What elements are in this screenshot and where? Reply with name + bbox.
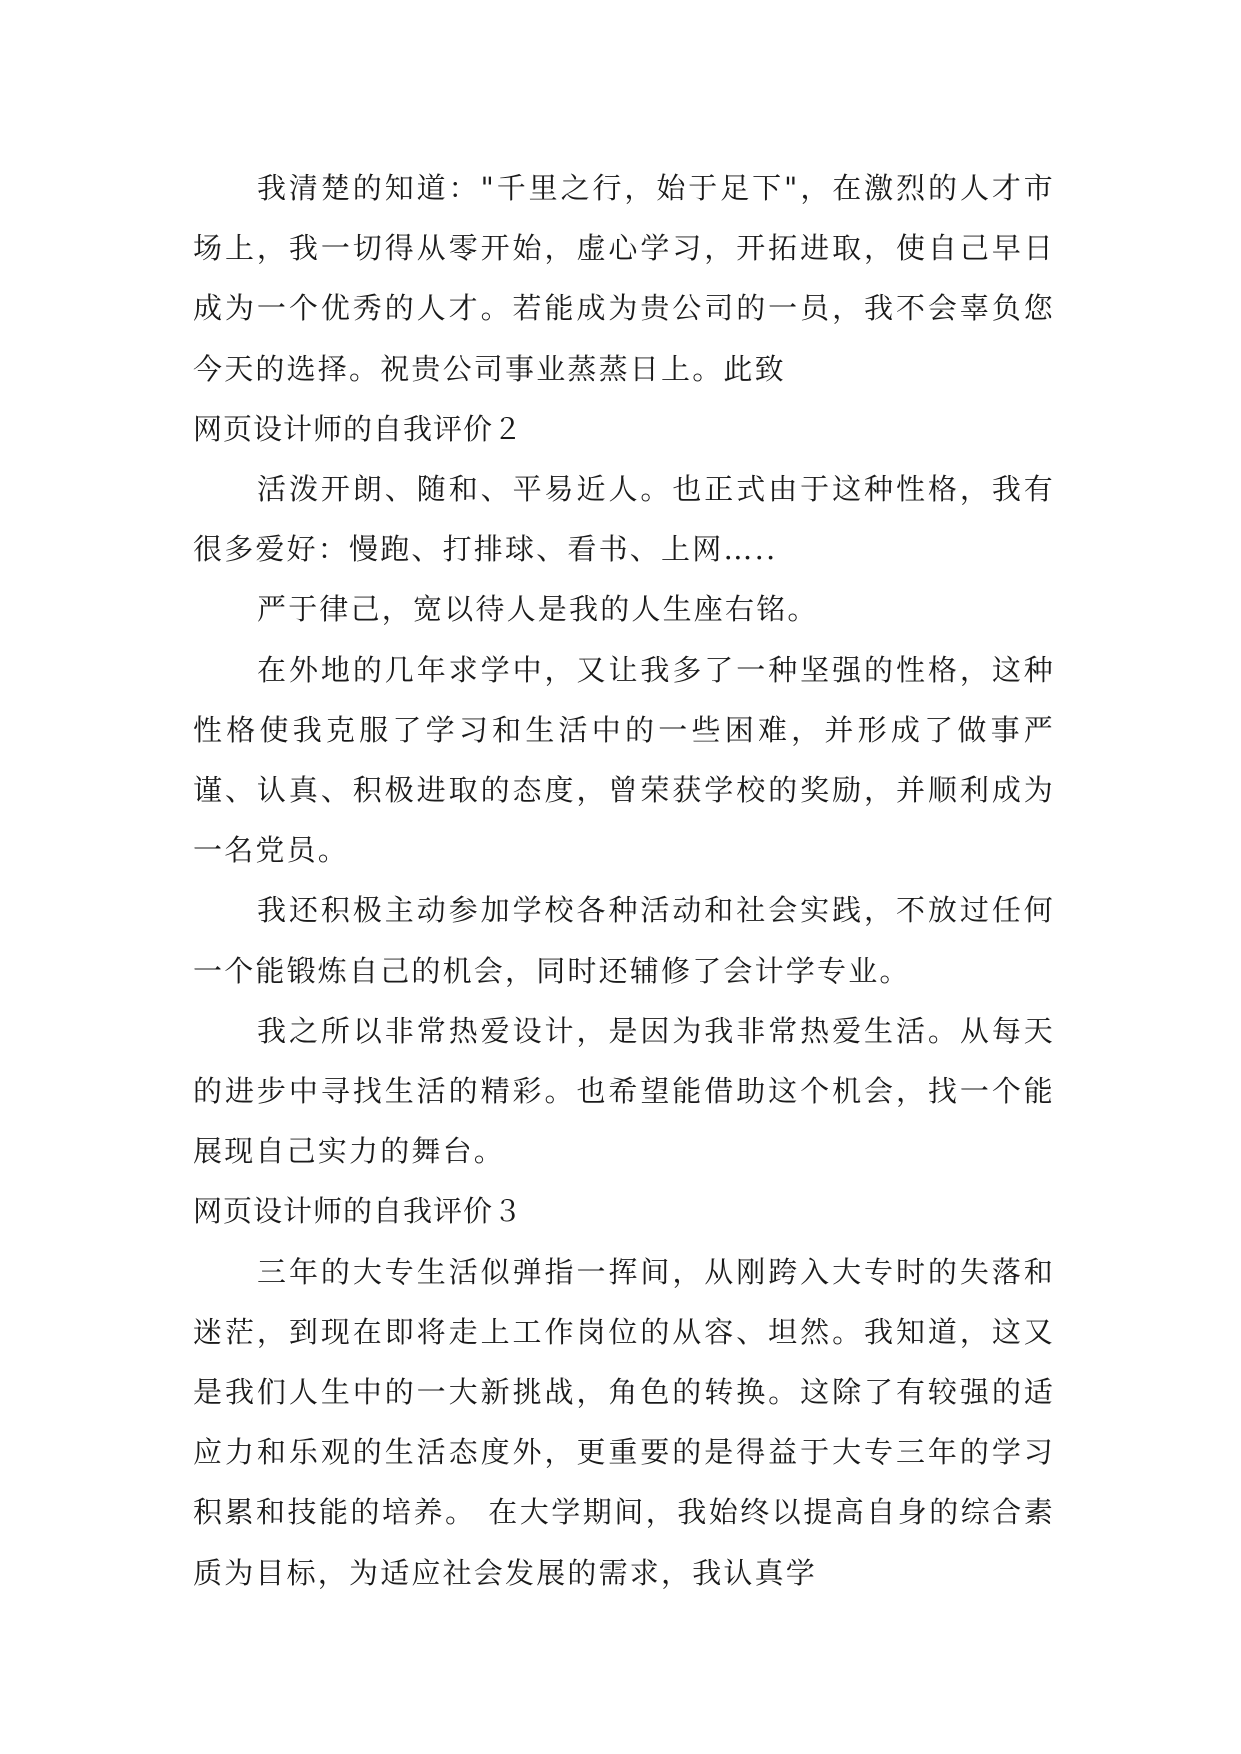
section-heading: 网页设计师的自我评价２ — [193, 411, 524, 446]
paragraph: 在外地的几年求学中，又让我多了一种坚强的性格，这种性格使我克服了学习和生活中的一些困难，并形成了做事严谨、认真、积极进取的态度，曾荣获学校的奖励，并顺利成为一名党员。 — [193, 652, 1055, 868]
paragraph: 我之所以非常热爱设计，是因为我非常热爱生活。从每天的进步中寻找生活的精彩。也希望能借助这个机会，找一个能展现自己实力的舞台。 — [193, 1013, 1055, 1169]
paragraph: 三年的大专生活似弹指一挥间，从刚跨入大专时的失落和迷茫，到现在即将走上工作岗位的从容、坦然。我知道，这又是我们人生中的一大新挑战，角色的转换。这除了有较强的适应力和乐观的生活态度外，更重要的是得益于大专三年的学习积累和技能的培养。 在大学期间，我始终以提高自身的综合素质为目标，为适应社会发展的需求，我认真学 — [193, 1254, 1055, 1590]
paragraph: 我还积极主动参加学校各种活动和社会实践，不放过任何一个能锻炼自己的机会，同时还辅修了会计学专业。 — [193, 893, 1055, 988]
document-page — [193, 158, 1055, 1603]
paragraph: 我清楚的知道："千里之行，始于足下"，在激烈的人才市场上，我一切得从零开始，虚心学习，开拓进取，使自己早日成为一个优秀的人才。若能成为贵公司的一员，我不会辜负您今天的选择。祝贵公司事业蒸蒸日上。此致 — [193, 171, 1055, 386]
paragraph: 活泼开朗、随和、平易近人。也正式由于这种性格，我有很多爱好：慢跑、打排球、看书、上网….. — [193, 472, 1055, 567]
section-heading: 网页设计师的自我评价３ — [193, 1194, 524, 1229]
paragraph: 严于律己，宽以待人是我的人生座右铭。 — [257, 592, 819, 627]
